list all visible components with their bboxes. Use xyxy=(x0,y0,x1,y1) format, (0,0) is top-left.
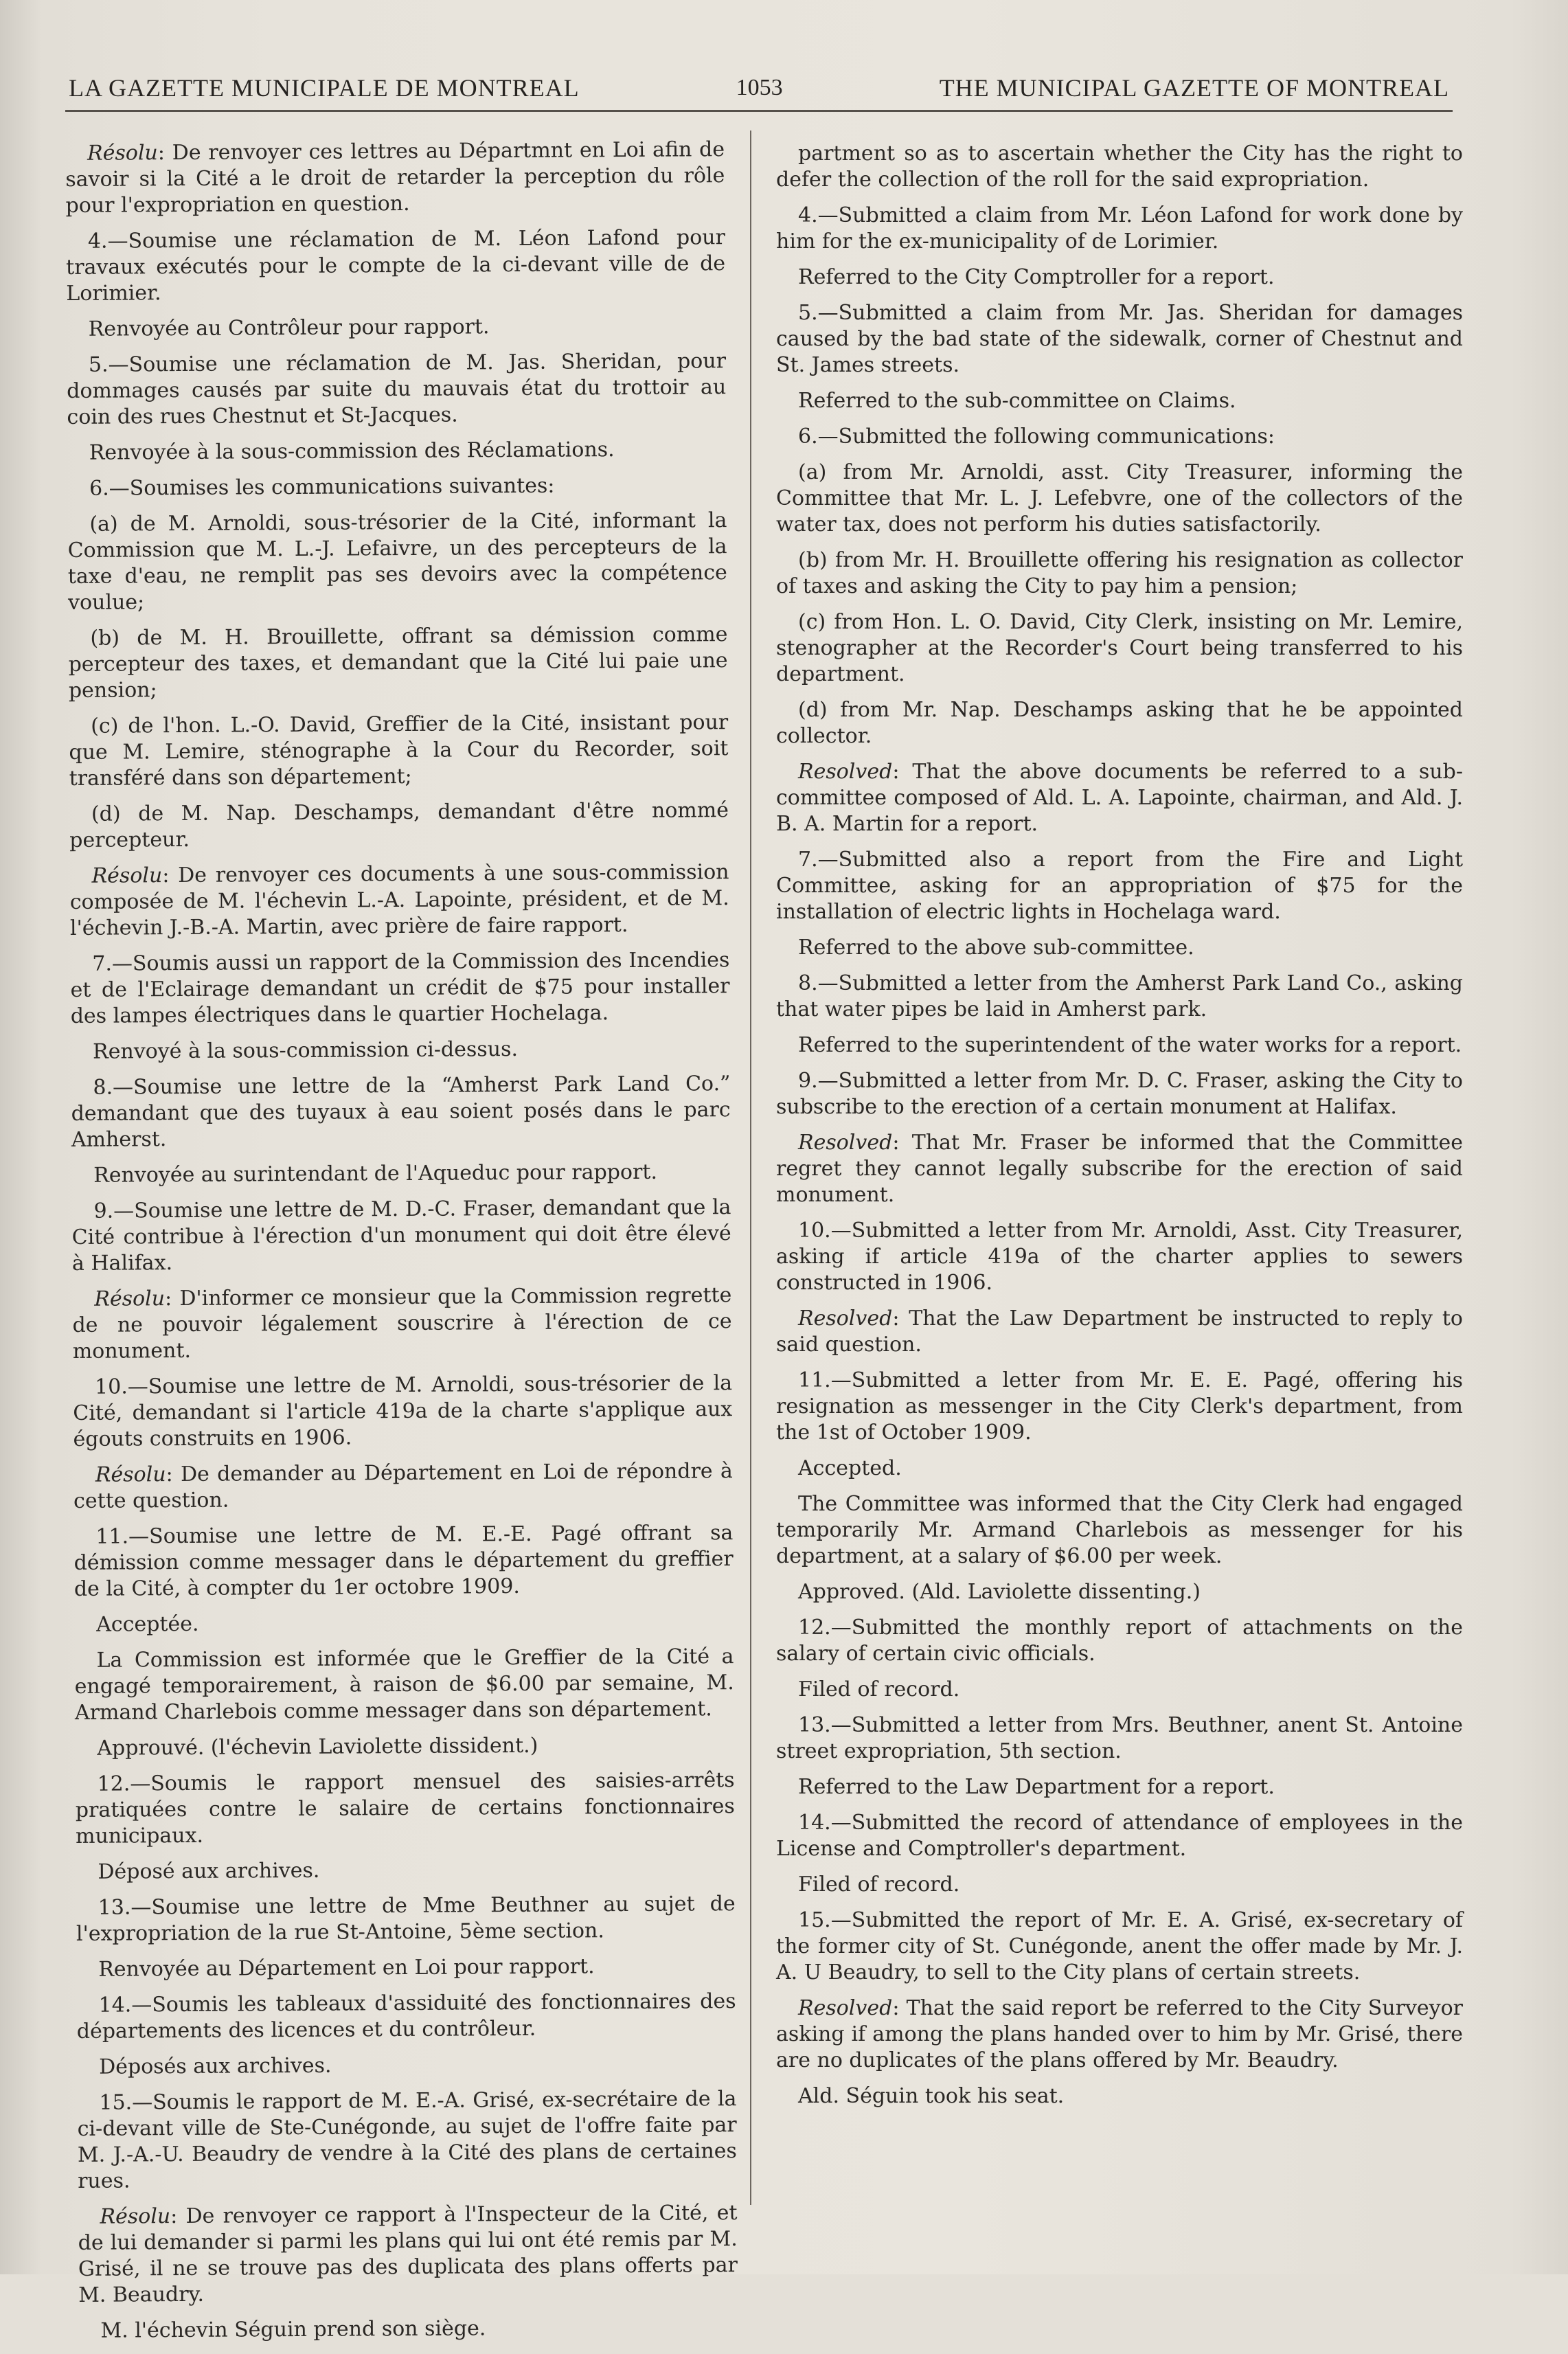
paragraph-text: : That the said report be referred to the City Surveyor asking if among the plans handed over to him by Mr. Grisé, there are no duplicates of the plans offered by Mr. Beaudry. xyxy=(776,1996,1463,2072)
paragraph xyxy=(776,697,1463,749)
paragraph xyxy=(73,1370,733,1453)
resolution-lead: Resolved xyxy=(798,760,893,784)
paragraph-text: 10.—Submitted a letter from Mr. Arnoldi, Asst. City Treasurer, asking if article 419a of the charter applies to sewers constructed in 1906. xyxy=(776,1219,1463,1295)
paragraph-text: 14.—Submitted the record of attendance of employees in the License and Comptroller's department. xyxy=(776,1811,1463,1861)
paragraph-text: 5.—Soumise une réclamation de M. Jas. Sheridan, pour dommages causés par suite du mauvais état du trottoir au coin des rues Chestnut et St-Jacques. xyxy=(67,349,727,429)
paragraph xyxy=(776,547,1463,600)
paragraph-text: 4.—Submitted a claim from Mr. Léon Lafond for work done by him for the ex-municipality of de Lorimier. xyxy=(776,203,1463,253)
paragraph-text: Déposé aux archives. xyxy=(98,1858,320,1884)
paragraph-text: 12.—Soumis le rapport mensuel des saisies-arrêts pratiquées contre le salaire de certains fonctionnaires municipaux. xyxy=(75,1768,735,1848)
paragraph xyxy=(776,1615,1463,1667)
french-column xyxy=(65,137,738,2354)
paragraph-text: Accepted. xyxy=(798,1456,902,1480)
paragraph xyxy=(776,1579,1463,1605)
paragraph-text: (b) from Mr. H. Brouillette offering his resignation as collector of taxes and asking the City to pay him a pension; xyxy=(776,548,1463,598)
paragraph-text: (a) from Mr. Arnoldi, asst. City Treasurer, informing the Committee that Mr. L. J. Lefebvre, one of the collectors of the water tax, does not perform his duties satisfactorily. xyxy=(776,460,1463,536)
paragraph xyxy=(67,313,726,343)
paragraph-text: (d) from Mr. Nap. Deschamps asking that he be appointed collector. xyxy=(776,698,1463,748)
paragraph xyxy=(776,1068,1463,1120)
header-left-title: LA GAZETTE MUNICIPALE DE MONTREAL xyxy=(69,74,580,102)
resolution-lead: Résolu xyxy=(95,1462,166,1487)
paragraph xyxy=(73,1520,734,1603)
paragraph-text: M. l'échevin Séguin prend son siège. xyxy=(100,2316,486,2343)
paragraph xyxy=(68,622,728,704)
paragraph-text: Approuvé. (l'échevin Laviolette dissident.) xyxy=(97,1733,538,1761)
page-header xyxy=(69,60,1449,115)
paragraph xyxy=(69,797,729,854)
paragraph-text: Renvoyée au surintendant de l'Aqueduc pour rapport. xyxy=(93,1159,658,1188)
paragraph-text: 6.—Soumises les communications suivantes: xyxy=(89,473,555,501)
paragraph xyxy=(776,971,1463,1023)
paragraph-text: 15.—Submitted the report of Mr. E. A. Grisé, ex-secretary of the former city of St. Cunégonde, anent the offer made by Mr. J. A. U Beaudry, to sell to the City plans of certain streets. xyxy=(776,1908,1463,1984)
paragraph xyxy=(776,1908,1463,1986)
page-number: 1053 xyxy=(736,75,783,100)
paragraph-text: Filed of record. xyxy=(798,1872,960,1897)
paragraph xyxy=(67,348,727,431)
paragraph xyxy=(75,1732,734,1762)
paragraph xyxy=(776,935,1463,961)
paragraph-text: : That Mr. Fraser be informed that the Committee regret they cannot legally subscribe for the erection of said monument. xyxy=(776,1131,1463,1207)
paragraph xyxy=(71,1035,730,1065)
paragraph xyxy=(776,460,1463,538)
paragraph xyxy=(776,1306,1463,1358)
paragraph-text: (d) de M. Nap. Deschamps, demandant d'être nommé percepteur. xyxy=(69,798,729,852)
paragraph-text: Renvoyée à la sous-commission des Réclamations. xyxy=(89,438,615,465)
paragraph xyxy=(776,388,1463,414)
english-column xyxy=(776,141,1463,2119)
paragraph xyxy=(69,710,729,792)
paragraph-text: 13.—Submitted a letter from Mrs. Beuthner, anent St. Antoine street expropriation, 5th section. xyxy=(776,1713,1463,1763)
paragraph xyxy=(77,2086,737,2195)
paragraph xyxy=(71,1195,731,1277)
paragraph-text: 9.—Soumise une lettre de M. D.-C. Fraser, demandant que la Cité contribue à l'érection d'un monument qui doit être élevé à Halifax. xyxy=(71,1195,731,1276)
paragraph xyxy=(776,1712,1463,1765)
paragraph xyxy=(776,264,1463,291)
paragraph xyxy=(67,508,727,616)
paragraph xyxy=(77,2050,736,2081)
paragraph-text: Ald. Séguin took his seat. xyxy=(798,2084,1065,2108)
paragraph xyxy=(78,2200,738,2309)
paragraph xyxy=(66,225,726,307)
paragraph-text: 12.—Submitted the monthly report of attachments on the salary of certain civic officials. xyxy=(776,1616,1463,1666)
paragraph-text: Referred to the sub-committee on Claims. xyxy=(798,389,1236,413)
paragraph-text: 14.—Soumis les tableaux d'assiduité des fonctionnaires des départements des licences et du contrôleur. xyxy=(76,1989,736,2044)
paragraph-text: Referred to the superintendent of the water works for a report. xyxy=(798,1033,1462,1057)
header-rule xyxy=(65,110,1453,112)
paragraph-text: La Commission est informée que le Greffier de la Cité a engagé temporairement, à raison de $6.00 par semaine, M. Armand Charlebois comme messager dans son département. xyxy=(74,1644,734,1725)
paragraph-text: Filed of record. xyxy=(798,1677,960,1701)
paragraph-text: Renvoyé à la sous-commission ci-dessus. xyxy=(92,1037,519,1064)
paragraph xyxy=(776,1456,1463,1482)
paragraph-text: 11.—Soumise une lettre de M. E.-E. Pagé offrant sa démission comme messager dans le département du greffier de la Cité, à compter du 1er octobre 1909. xyxy=(73,1521,734,1601)
paragraph xyxy=(776,1774,1463,1800)
paragraph-text: : De renvoyer ces documents à une sous-commission composée de M. l'échevin L.-A. Lapointe, président, et de M. l'échevin J.-B.-A. Martin, avec prière de faire rapport. xyxy=(69,860,729,940)
paragraph-text: 6.—Submitted the following communications: xyxy=(798,425,1275,449)
paragraph-text: 11.—Submitted a letter from Mr. E. E. Pagé, offering his resignation as messenger in the City Clerk's department, from the 1st of October 1909. xyxy=(776,1368,1463,1445)
paragraph xyxy=(69,859,729,942)
paragraph-text: : De demander au Département en Loi de répondre à cette question. xyxy=(73,1459,733,1513)
paragraph xyxy=(776,300,1463,378)
paragraph-text: (c) from Hon. L. O. David, City Clerk, insisting on Mr. Lemire, stenographer at the Recorder's Court being transferred to his department. xyxy=(776,610,1463,686)
paragraph xyxy=(776,141,1463,193)
paragraph-text: Referred to the above sub-committee. xyxy=(798,936,1194,960)
paragraph xyxy=(776,1995,1463,2074)
paragraph xyxy=(71,1159,731,1189)
paragraph-text: : D'informer ce monsieur que la Commission regrette de ne pouvoir légalement souscrire à l'érection de ce monument. xyxy=(72,1283,732,1363)
paragraph xyxy=(76,1989,736,2045)
paragraph-text: : De renvoyer ce rapport à l'Inspecteur de la Cité, et de lui demander si parmi les plans qui lui ont été remis par M. Grisé, il ne se trouve pas des duplicata des plans offerts par M. Beaudry. xyxy=(78,2201,738,2307)
resolution-lead: Résolu xyxy=(94,1287,166,1311)
paragraph xyxy=(776,2083,1463,2109)
resolution-lead: Resolved xyxy=(798,1996,893,2020)
paragraph-text: Acceptée. xyxy=(96,1611,199,1637)
paragraph-text: 4.—Soumise une réclamation de M. Léon Lafond pour travaux exécutés pour le compte de la ci-devant ville de de Lorimier. xyxy=(66,225,726,306)
paragraph-text: 10.—Soumise une lettre de M. Arnoldi, sous-trésorier de la Cité, demandant si l'article 419a de la charte s'applique aux égouts construits en 1906. xyxy=(73,1371,733,1451)
paragraph xyxy=(776,1810,1463,1862)
paragraph xyxy=(776,1032,1463,1059)
paragraph-text: 8.—Submitted a letter from the Amherst Park Land Co., asking that water pipes be laid in Amherst park. xyxy=(776,971,1463,1021)
resolution-lead: Resolved xyxy=(798,1131,893,1155)
paragraph xyxy=(67,472,727,502)
paragraph-text: Referred to the Law Department for a report. xyxy=(798,1775,1275,1799)
paragraph-text: : De renvoyer ces lettres au Départmnt en Loi afin de savoir si la Cité a le droit de retarder la perception du rôle pour l'expropriation en question. xyxy=(65,137,725,218)
paragraph xyxy=(78,2314,738,2344)
paragraph-text: Renvoyée au Département en Loi pour rapport. xyxy=(98,1954,595,1982)
paragraph-text: Déposés aux archives. xyxy=(99,2053,332,2079)
paragraph xyxy=(76,1855,735,1886)
paragraph-text: Renvoyée au Contrôleur pour rapport. xyxy=(88,315,490,341)
paragraph-text: (c) de l'hon. L.-O. David, Greffier de la Cité, insistant pour que M. Lemire, sténographe à la Cour du Recorder, soit transféré dans son département; xyxy=(69,710,729,791)
paragraph-text: 15.—Soumis le rapport de M. E.-A. Grisé, ex-secrétaire de la ci-devant ville de Ste-Cunégonde, au sujet de l'offre faite par M. J.-A.-U. Beaudry de vendre à la Cité des plans de certaines rues. xyxy=(77,2087,738,2193)
column-divider xyxy=(750,131,751,2205)
paragraph xyxy=(776,1677,1463,1703)
paragraph-text: : That the above documents be referred to a sub-committee composed of Ald. L. A. Lapointe, chairman, and Ald. J. B. A. Martin for a report. xyxy=(776,760,1463,836)
paragraph xyxy=(776,1491,1463,1570)
paragraph xyxy=(776,1872,1463,1898)
paragraph-text: The Committee was informed that the City Clerk had engaged temporarily Mr. Armand Charlebois as messenger for his department, at a salary of $6.00 per week. xyxy=(776,1492,1463,1568)
paragraph-text: Approved. (Ald. Laviolette dissenting.) xyxy=(798,1580,1201,1604)
paragraph-text: 5.—Submitted a claim from Mr. Jas. Sheridan for damages caused by the bad state of the sidewalk, corner of Chestnut and St. James streets. xyxy=(776,301,1463,377)
paragraph xyxy=(776,1368,1463,1446)
paragraph xyxy=(73,1458,733,1515)
header-right-title: THE MUNICIPAL GAZETTE OF MONTREAL xyxy=(939,74,1449,102)
paragraph xyxy=(776,1218,1463,1296)
paragraph xyxy=(776,847,1463,925)
paragraph xyxy=(74,1644,734,1726)
resolution-lead: Resolved xyxy=(798,1306,893,1331)
paragraph-text: (b) de M. H. Brouillette, offrant sa démission comme percepteur des taxes, et demandant que la Cité lui paie une pension; xyxy=(68,622,728,703)
paragraph xyxy=(72,1282,732,1365)
paragraph xyxy=(74,1608,734,1638)
paragraph xyxy=(76,1891,736,1947)
paragraph xyxy=(776,424,1463,450)
resolution-lead: Résolu xyxy=(100,2204,171,2229)
paragraph xyxy=(776,1130,1463,1208)
resolution-lead: Résolu xyxy=(87,141,158,166)
paragraph-text: 7.—Soumis aussi un rapport de la Commission des Incendies et de l'Eclairage demandant un crédit de $75 pour installer des lampes électriques dans le quartier Hochelaga. xyxy=(70,948,730,1028)
resolution-lead: Résolu xyxy=(91,863,163,888)
paragraph-text: partment so as to ascertain whether the City has the right to defer the collection of the roll for the said expropriation. xyxy=(776,142,1463,192)
paragraph xyxy=(776,609,1463,688)
paragraph-text: 9.—Submitted a letter from Mr. D. C. Fraser, asking the City to subscribe to the erection of a certain monument at Halifax. xyxy=(776,1069,1463,1119)
paragraph-text: : That the Law Department be instructed to reply to said question. xyxy=(776,1306,1463,1357)
paragraph-text: 13.—Soumise une lettre de Mme Beuthner au sujet de l'expropriation de la rue St-Antoine, 5ème section. xyxy=(76,1892,736,1946)
paragraph xyxy=(67,436,727,466)
paragraph-text: Referred to the City Comptroller for a report. xyxy=(798,265,1275,289)
paragraph xyxy=(70,947,730,1030)
paragraph xyxy=(76,1953,736,1983)
paragraph-text: (a) de M. Arnoldi, sous-trésorier de la Cité, informant la Commission que M. L.-J. Lefaivre, un des percepteurs de la taxe d'eau, ne remplit pas ses devoirs avec la compétence voulue; xyxy=(67,508,727,615)
paragraph xyxy=(71,1071,731,1153)
paragraph xyxy=(76,1767,736,1850)
paragraph-text: 8.—Soumise une lettre de la “Amherst Park Land Co.” demandant que des tuyaux à eau soient posés dans le parc Amherst. xyxy=(71,1072,731,1152)
paragraph xyxy=(776,203,1463,255)
paragraph-text: 7.—Submitted also a report from the Fire and Light Committee, asking for an appropriation of $75 for the installation of electric lights in Hochelaga ward. xyxy=(776,848,1463,924)
paragraph xyxy=(65,137,725,219)
paragraph xyxy=(776,759,1463,837)
